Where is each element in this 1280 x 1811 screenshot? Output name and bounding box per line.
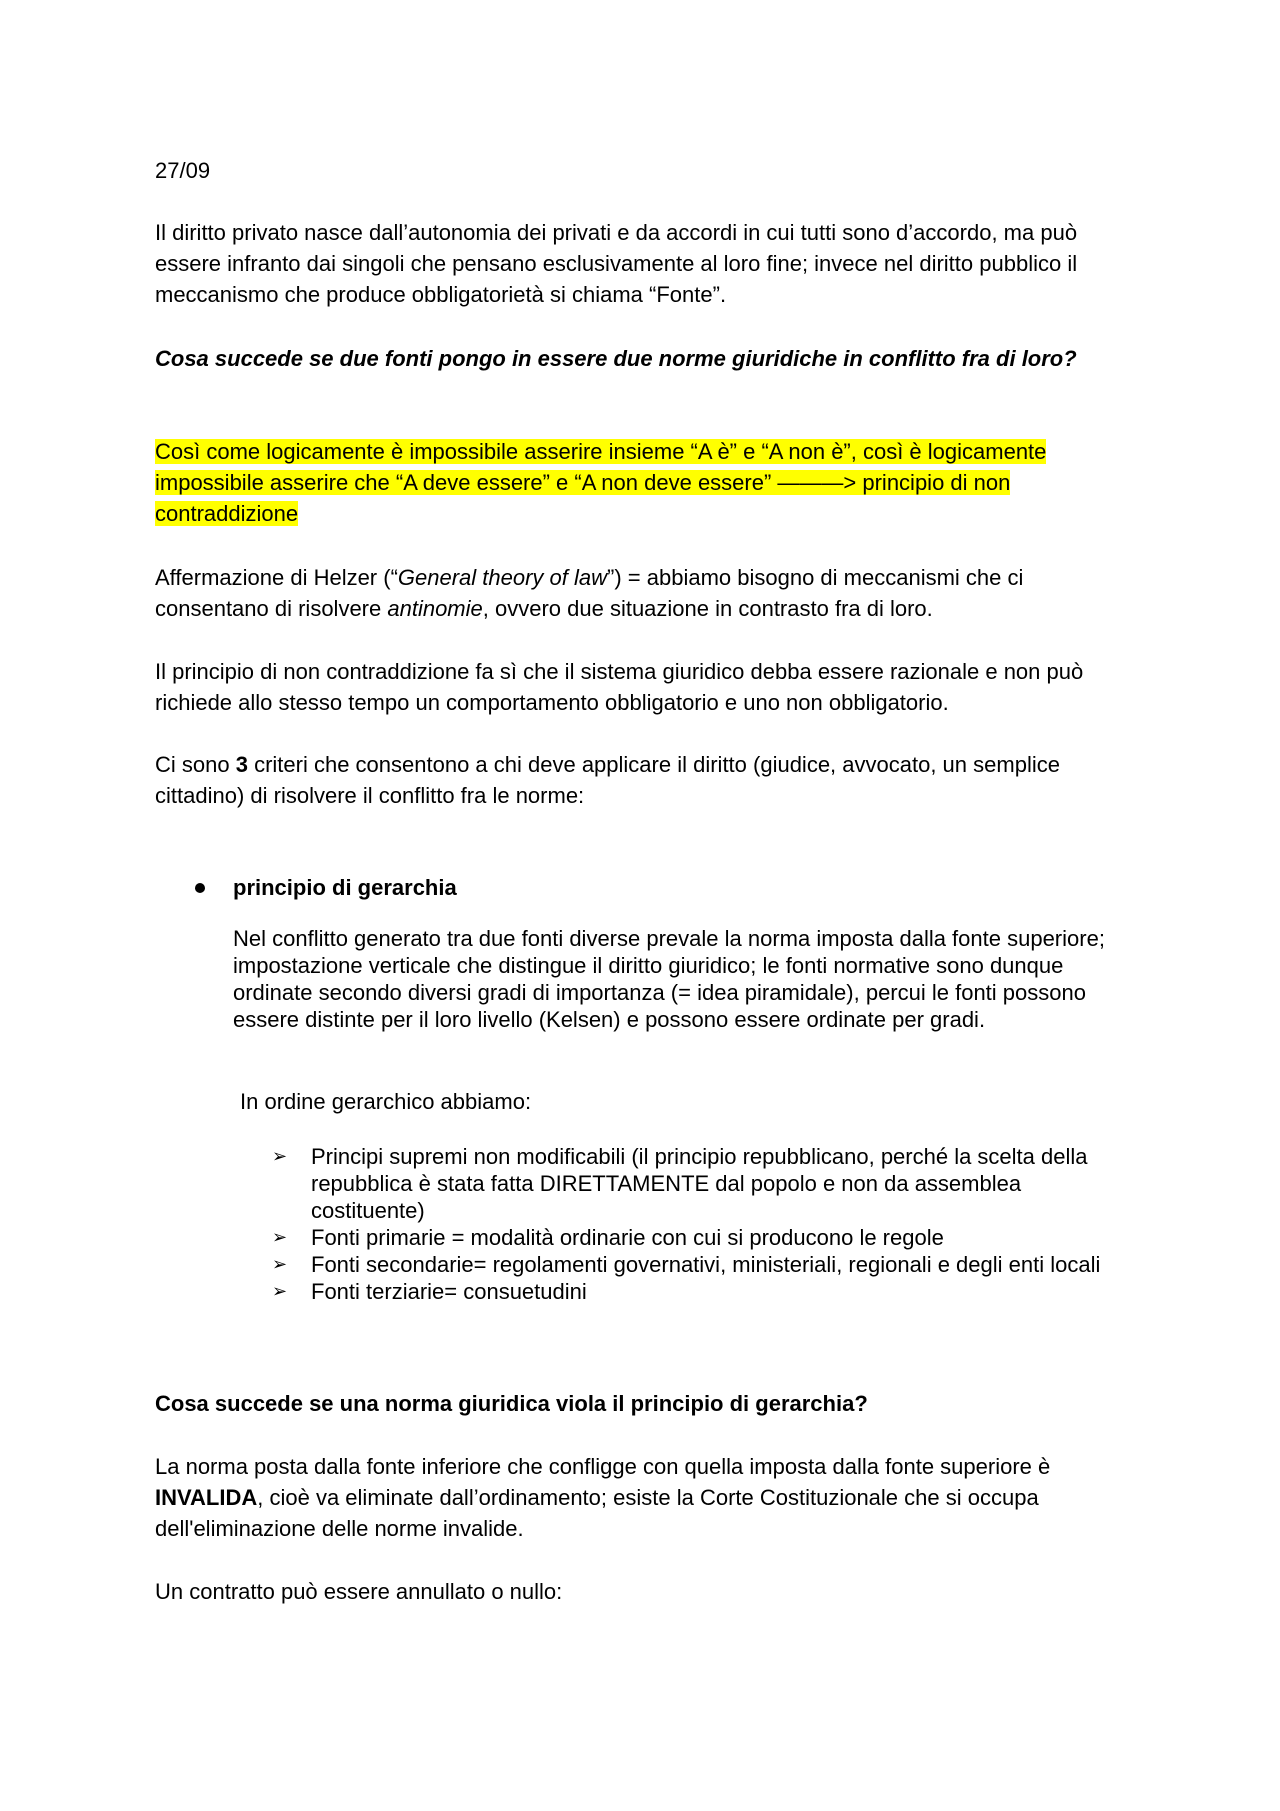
criteria-prefix: Ci sono [155,752,236,777]
invalid-suffix: , cioè va eliminate dall’ordinamento; esiste la Corte Costituzionale che si occupa dell'eliminazione delle norme invalide. [155,1485,1039,1541]
bullet-dot-icon [195,883,205,893]
helzer-paragraph [155,562,1135,624]
criteria-count: 3 [235,752,248,777]
question-heading-2: Cosa succede se una norma giuridica viola il principio di gerarchia? [155,1391,868,1416]
highlighted-paragraph [155,436,1135,529]
intro-paragraph: Il diritto privato nasce dall’autonomia dei privati e da accordi in cui tutti sono d’accordo, ma può essere infranto dai singoli che pensano esclusivamente al loro fine; invece nel diritto pubblico il meccanismo che produce obbligatorietà si chiama “Fonte”. [155,220,1078,307]
highlight-text: Così come logicamente è impossibile asserire insieme “A è” e “A non è”, così è logicamente impossibile asserire che “A deve essere” e “A non deve essere” ———> principio di non contraddizione [155,439,1047,526]
list-item [272,1251,1132,1278]
date-line: 27/09 [155,158,211,183]
list-item [272,1278,1132,1305]
list-item-text: Fonti terziarie= consuetudini [311,1279,587,1304]
list-item [272,1224,1132,1251]
book-title: General theory of law [397,565,608,590]
criteria-suffix: criteri che consentono a chi deve applicare il diritto (giudice, avvocato, un semplice cittadino) di risolvere il conflitto fra le norme: [155,752,1060,808]
antinomie-term: antinomie [387,596,483,621]
hierarchy-list [272,1143,1132,1305]
arrow-bullet-icon: ➢ [272,1227,288,1248]
principle-paragraph: Il principio di non contraddizione fa sì che il sistema giuridico debba essere razionale e non può richiede allo stesso tempo un comportamento obbligatorio e uno non obbligatorio. [155,659,1084,715]
arrow-bullet-icon: ➢ [272,1146,288,1167]
invalid-prefix: La norma posta dalla fonte inferiore che confligge con quella imposta dalla fonte superiore è [155,1454,1051,1479]
question-heading-1: Cosa succede se due fonti pongo in essere due norme giuridiche in conflitto fra di loro? [155,346,1077,371]
list-item [272,1143,1132,1224]
helzer-prefix: Affermazione di Helzer (“ [155,565,398,590]
contract-line: Un contratto può essere annullato o nullo: [155,1579,563,1604]
arrow-bullet-icon: ➢ [272,1254,288,1275]
list-item-text: Fonti primarie = modalità ordinarie con cui si producono le regole [311,1225,944,1250]
order-intro: In ordine gerarchico abbiamo: [240,1089,532,1114]
criteria-paragraph [155,749,1135,811]
invalid-term: INVALIDA [155,1485,258,1510]
bullet-title: principio di gerarchia [233,875,457,900]
helzer-mid: ”) = abbiamo bisogno di meccanismi che ci consentano di risolvere [155,565,1024,621]
arrow-bullet-icon: ➢ [272,1281,288,1302]
list-item-text: Fonti secondarie= regolamenti governativi, ministeriali, regionali e degli enti locali [311,1252,1101,1277]
helzer-suffix: , ovvero due situazione in contrasto fra di loro. [482,596,933,621]
invalid-paragraph [155,1451,1135,1544]
hierarchy-description: Nel conflitto generato tra due fonti diverse prevale la norma imposta dalla fonte superiore; impostazione verticale che distingue il diritto giuridico; le fonti normative sono dunque ordinate secondo diversi gradi di importanza (= idea piramidale), percui le fonti possono essere distinte per il loro livello (Kelsen) e possono essere ordinate per gradi. [233,926,1105,1032]
list-item-text: Principi supremi non modificabili (il principio repubblicano, perché la scelta della repubblica è stata fatta DIRETTAMENTE dal popolo e non da assemblea costituente) [311,1144,1088,1223]
